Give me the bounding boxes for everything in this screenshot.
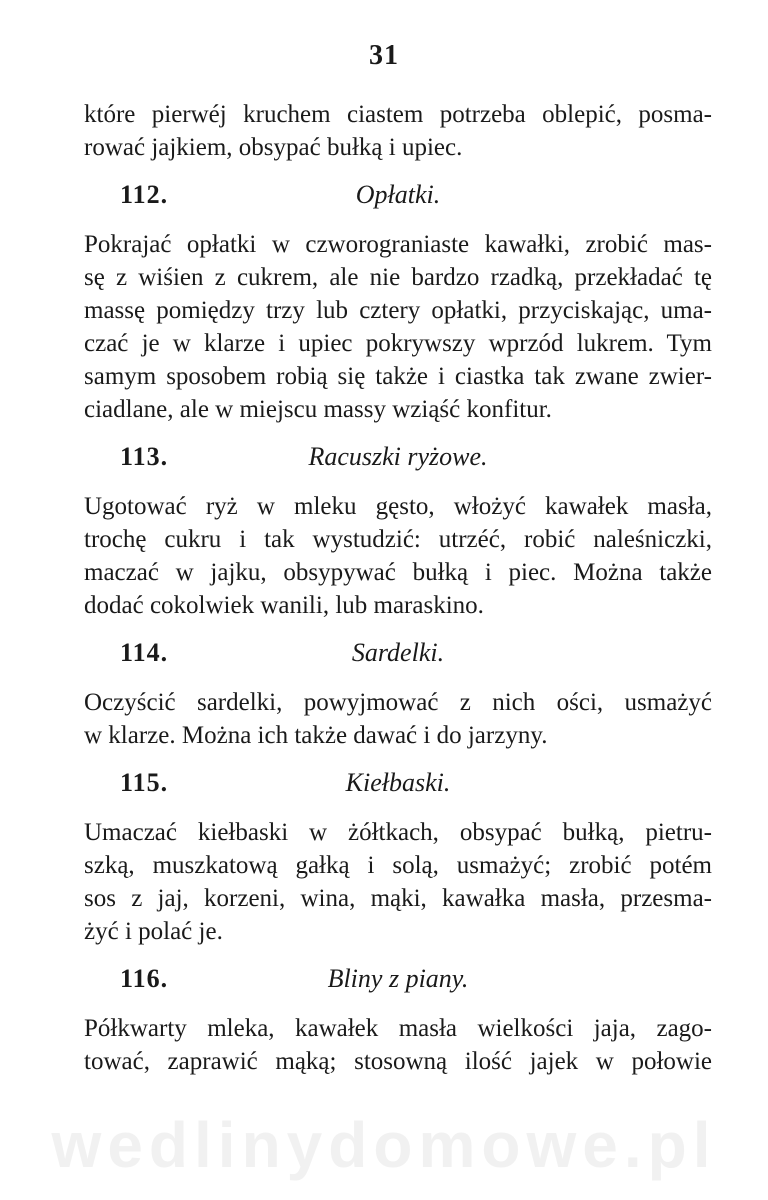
recipe-body-114 (84, 686, 712, 752)
recipe-title: Opłatki. (355, 180, 441, 209)
page-number: 31 (369, 40, 399, 71)
recipe-title: Sardelki. (351, 638, 445, 667)
text-line: Oczyścić sardelki, powyjmować z nich ości, usmażyć (84, 689, 712, 716)
text-line: ciadlane, ale w miejscu massy wziąść konfitur. (84, 396, 552, 423)
text-line: Umaczać kiełbaski w żółtkach, obsypać bułką, pietru- (84, 819, 712, 846)
text-line: massę pomiędzy trzy lub cztery opłatki, przyciskając, uma- (84, 297, 712, 324)
text-line: samym sposobem robią się także i ciastka tak zwane zwier- (84, 363, 712, 390)
recipe-title: Racuszki ryżowe. (308, 442, 488, 471)
recipe-heading-114 (84, 638, 712, 678)
text-line: w klarze. Można ich także dawać i do jarzyny. (84, 722, 548, 749)
text-line: sę z wiśien z cukrem, ale nie bardzo rzadką, przekładać tę (84, 264, 712, 291)
text-line: szką, muszkatową gałką i solą, usmażyć; zrobić potém (84, 852, 712, 879)
text-line: Pokrajać opłatki w czworograniaste kawałki, zrobić mas- (84, 231, 712, 258)
recipe-body-116 (84, 1012, 712, 1078)
text-line: czać je w klarze i upiec pokrywszy wprzód lukrem. Tym (84, 330, 712, 357)
recipe-body-115 (84, 816, 712, 948)
text-line: tować, zaprawić mąką; stosowną ilość jajek w połowie (84, 1048, 712, 1075)
text-line: Ugotować ryż w mleku gęsto, włożyć kawałek masła, (84, 493, 712, 520)
text-line: maczać w jajku, obsypywać bułką i piec. Można także (84, 559, 712, 586)
intro-paragraph (84, 98, 712, 164)
recipe-body-112 (84, 228, 712, 426)
recipe-number: 112. (120, 180, 169, 209)
recipe-number: 114. (120, 638, 169, 667)
recipe-number: 113. (120, 442, 169, 471)
text-line: Półkwarty mleka, kawałek masła wielkości jaja, zago- (84, 1015, 712, 1042)
recipe-heading-115 (84, 768, 712, 808)
watermark: wedlinydomowe.pl (51, 1109, 717, 1181)
recipe-heading-116 (84, 964, 712, 1004)
text-line: sos z jaj, korzeni, wina, mąki, kawałka masła, przesma- (84, 885, 712, 912)
text-line: trochę cukru i tak wystudzić: utrzéć, robić naleśniczki, (84, 526, 712, 553)
recipe-title: Bliny z piany. (327, 964, 469, 993)
recipe-number: 115. (120, 768, 169, 797)
recipe-number: 116. (120, 964, 169, 993)
recipe-title: Kiełbaski. (345, 768, 451, 797)
page-content (84, 98, 712, 1078)
text-line: które pierwéj kruchem ciastem potrzeba oblepić, posma- (84, 101, 712, 128)
recipe-heading-113 (84, 442, 712, 482)
text-line: dodać cokolwiek wanili, lub maraskino. (84, 592, 484, 619)
recipe-heading-112 (84, 180, 712, 220)
text-line: żyć i polać je. (84, 918, 223, 945)
text-line: rować jajkiem, obsypać bułką i upiec. (84, 134, 463, 161)
recipe-body-113 (84, 490, 712, 622)
